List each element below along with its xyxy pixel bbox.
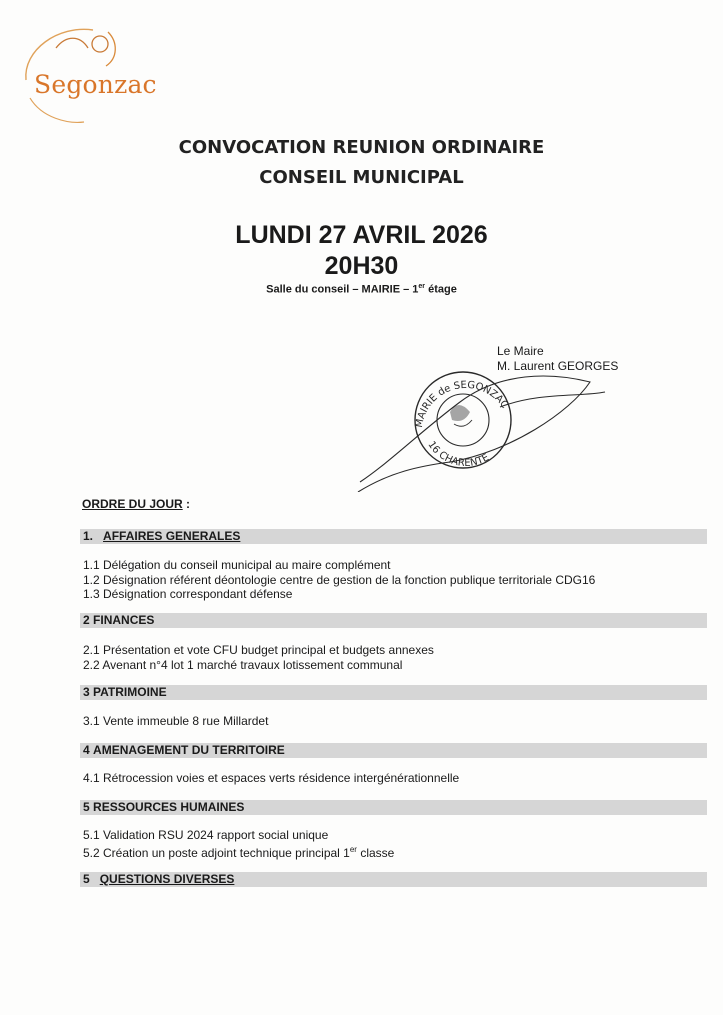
- list-item: 4.1 Rétrocession voies et espaces verts résidence intergénérationnelle: [83, 771, 460, 785]
- mayor-role: Le Maire: [497, 344, 544, 358]
- section-4-items: [83, 771, 459, 786]
- svg-text:MAIRIE de SEGONZAC: MAIRIE de SEGONZAC: [413, 379, 510, 429]
- convocation-title: CONVOCATION REUNION ORDINAIRE: [178, 137, 545, 158]
- list-item: 3.1 Vente immeuble 8 rue Millardet: [83, 714, 269, 728]
- list-item: 2.1 Présentation et vote CFU budget principal et budgets annexes: [83, 643, 434, 657]
- list-item: 1.2 Désignation référent déontologie centre de gestion de la fonction publique territoriale CDG16: [83, 572, 596, 587]
- segonzac-logo: [18, 20, 157, 125]
- section-patrimoine: 3 PATRIMOINE: [80, 685, 707, 700]
- section-5-items: [83, 828, 394, 860]
- section-affaires-generales: 1. AFFAIRES GENERALES: [80, 529, 707, 544]
- list-item: 5.2 Création un poste adjoint technique principal 1er classe: [83, 844, 395, 860]
- agenda-heading: ORDRE DU JOUR :: [82, 497, 191, 511]
- list-item: 1.3 Désignation correspondant défense: [83, 587, 293, 601]
- meeting-place: Salle du conseil – MAIRIE – 1er étage: [266, 283, 457, 296]
- section-questions-diverses: 5 QUESTIONS DIVERSES: [80, 872, 707, 887]
- meeting-time: 20H30: [324, 252, 399, 280]
- council-title: CONSEIL MUNICIPAL: [259, 167, 464, 188]
- list-item: 2.2 Avenant n°4 lot 1 marché travaux lotissement communal: [83, 657, 403, 672]
- mairie-stamp: [350, 352, 610, 492]
- section-2-items: [83, 643, 434, 672]
- section-ressources-humaines: 5 RESSOURCES HUMAINES: [80, 800, 707, 815]
- section-amenagement: 4 AMENAGEMENT DU TERRITOIRE: [80, 743, 707, 758]
- list-item: 5.1 Validation RSU 2024 rapport social unique: [83, 828, 329, 842]
- section-3-items: [83, 714, 268, 729]
- section-finances: 2 FINANCES: [80, 613, 707, 628]
- mayor-name: M. Laurent GEORGES: [497, 359, 619, 373]
- section-1-items: [83, 558, 595, 602]
- list-item: 1.1 Délégation du conseil municipal au maire complément: [83, 558, 391, 572]
- logo-text: Segonzac: [34, 70, 157, 99]
- svg-text:16 CHARENTE: 16 CHARENTE: [425, 439, 491, 470]
- meeting-date: LUNDI 27 AVRIL 2026: [235, 221, 488, 249]
